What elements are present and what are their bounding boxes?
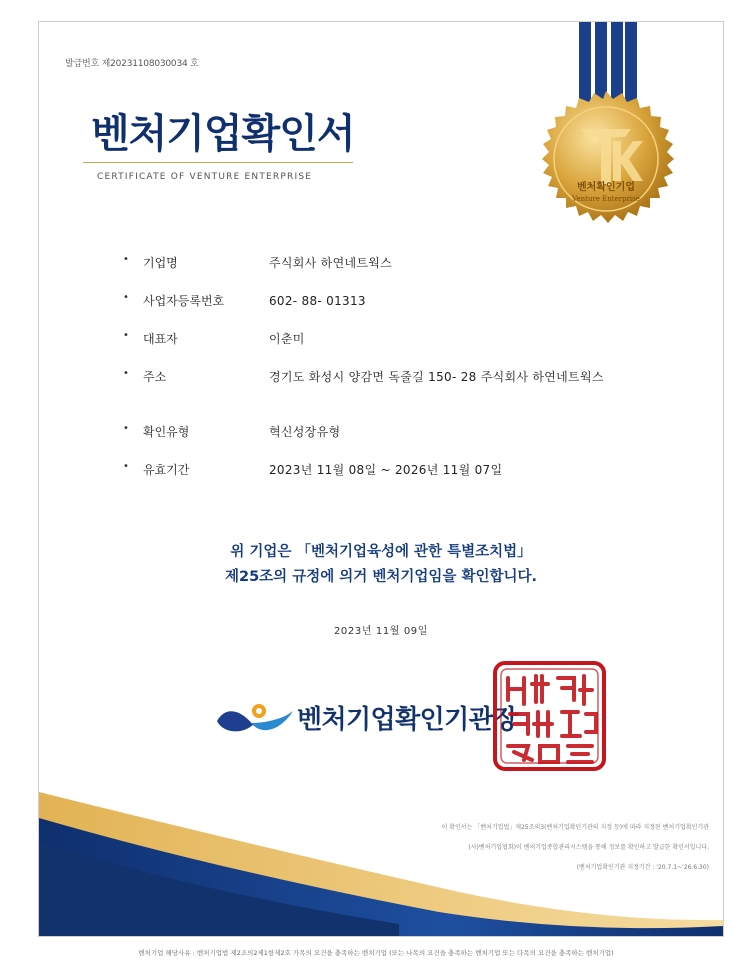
seal-label-korean: 벤처확인기업: [577, 182, 635, 193]
declaration-text: [39, 540, 723, 590]
field-value: 주식회사 하연네트웍스: [269, 256, 393, 270]
field-value: 이춘미: [269, 332, 305, 346]
field-value: 경기도 화성시 양감면 독줄길 150- 28 주식회사 하연네트웍스: [269, 370, 604, 384]
field-label: 대표자: [143, 332, 178, 346]
field-label: 기업명: [143, 256, 178, 270]
seal-label-english: Venture Enterprise: [572, 195, 640, 203]
title-divider: [83, 162, 353, 163]
bullet-icon: •: [123, 254, 129, 265]
bullet-icon: •: [123, 292, 129, 303]
bullet-icon: •: [123, 330, 129, 341]
document-title: 벤처기업확인서: [91, 111, 355, 157]
declaration-line-2: 제25조의 규정에 의거 벤처기업임을 확인합니다.: [224, 569, 537, 585]
document-subtitle: CERTIFICATE OF VENTURE ENTERPRISE: [97, 172, 313, 182]
certificate-sheet: [38, 21, 724, 937]
bullet-icon: •: [123, 368, 129, 379]
issuer-logo-icon: [215, 701, 295, 737]
footnote-line: (벤처기업확인기관 지정기간 : '20.7.1~'26.6.30): [576, 864, 709, 871]
field-label: 확인유형: [143, 425, 190, 439]
footnote-line: (사)벤처기업협회)이 벤처기업종합관리시스템을 통해 정보를 확인하고 발급한 확인서입니다.: [468, 844, 709, 851]
declaration-line-1: 위 기업은 「벤처기업육성에 관한 특별조치법」: [230, 544, 532, 560]
footnote-line: 이 확인서는 「벤처기업법」제25조의3(벤처기업확인기관의 지정 등)에 따라 지정된 벤처기업확인기관: [441, 824, 709, 831]
bullet-icon: •: [123, 423, 129, 434]
field-label: 유효기간: [143, 463, 190, 477]
field-value: 혁신성장유형: [269, 425, 341, 439]
issuer-name: 벤처기업확인기관장: [297, 705, 518, 735]
field-label: 주소: [143, 370, 167, 384]
legal-footnotes: [289, 818, 709, 878]
official-red-stamp: [492, 660, 607, 772]
field-value: 602- 88- 01313: [269, 294, 366, 308]
issue-date: 2023년 11월 09일: [333, 626, 429, 637]
bullet-icon: •: [123, 461, 129, 472]
venture-gold-seal: [533, 89, 679, 235]
issue-number: 발급번호 제20231108030034 호: [65, 59, 199, 69]
qualification-note: 벤처기업 해당사유 : 벤처기업법 제2조의2제1항제2호 가목의 요건을 충족하는 벤처기업 (또는 나목의 요건을 충족하는 벤처기업 또는 다목의 요건을 충족하는 벤처기업): [138, 949, 614, 957]
field-label: 사업자등록번호: [143, 294, 225, 308]
field-value: 2023년 11월 08일 ~ 2026년 11월 07일: [269, 463, 503, 477]
